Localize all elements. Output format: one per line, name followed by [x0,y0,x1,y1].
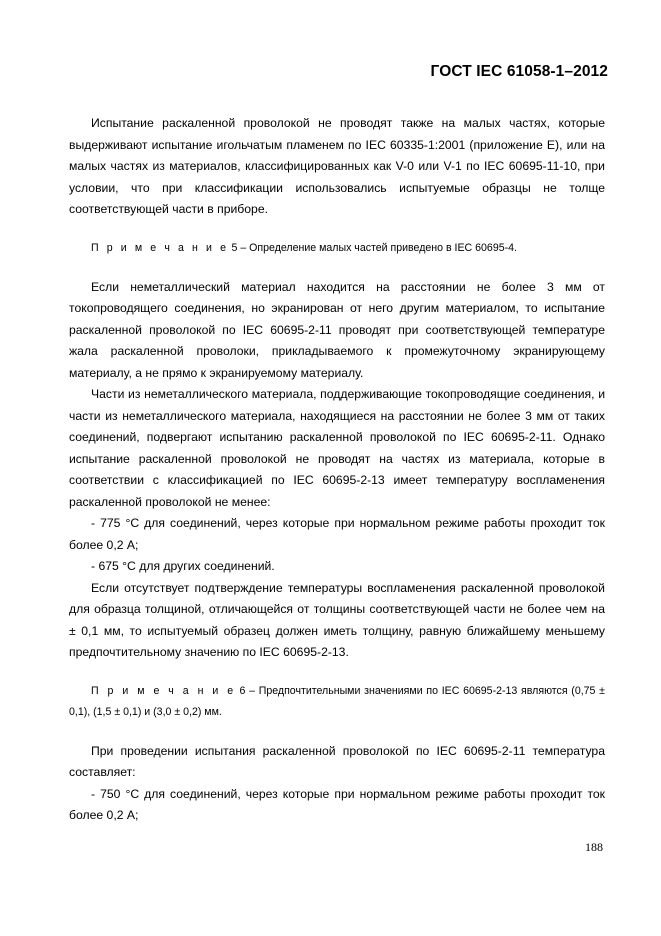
paragraph-shielded-material: Если неметаллический материал находится на расстоянии не более 3 мм от токопроводящего соединения, но экранирован от него другим материалом, то испытание раскаленной проволокой по IEC 60695-2-11 проводят при соответствующей температуре жала раскаленной проволоки, прикладываемого к промежуточному экранирующему материалу, а не прямо к экранируемому материалу. [69,279,605,380]
page-number: 188 [585,840,603,854]
note-6-label: П р и м е ч а н и е [91,684,236,697]
list-item-775: - 775 °С для соединений, через которые при нормальном режиме работы проходит ток более 0,2 А; [69,516,605,552]
note-5 [69,238,605,259]
note-6-text: 6 – Предпочтительными значениями по IEC 60695-2-13 являются (0,75 ± 0,1), (1,5 ± 0,1) и (3,0 ± 0,2) мм. [69,684,605,718]
list-item-750: - 750 °С для соединений, через которые при нормальном режиме работы проходит ток более 0,2 А; [69,786,605,822]
document-header: ГОСТ IEC 61058-1–2012 [430,63,608,80]
paragraph-glow-wire-exemption: Испытание раскаленной проволокой не проводят также на малых частях, которые выдерживают испытание игольчатым пламенем по IEC 60335-1:2001 (приложение Е), или на малых частях из материалов, классифицированных как V-0 или V-1 по IEC 60695-11-10, при условии, что при классификации использовались испытуемые образцы не толще соответствующей части в приборе. [69,116,605,216]
paragraph-parts-supporting-connections: Части из неметаллического материала, поддерживающие токопроводящие соединения, и части из неметаллического материала, находящиеся на расстоянии не более 3 мм от таких соединений, подвергают испытанию раскаленной проволокой по IEC 60695-2-11. Однако испытание раскаленной проволокой не проводят на частях из материала, которые в соответствии с классификацией по IEC 60695-2-13 имеет температуру воспламенения раскаленной проволокой не менее: [69,387,605,509]
paragraph-test-temperature: При проведении испытания раскаленной проволокой по IEC 60695-2-11 температура составляет: [69,743,605,779]
note-6 [69,681,605,723]
note-5-label: П р и м е ч а н и е [91,241,229,254]
note-5-text: 5 – Определение малых частей приведено в IEC 60695-4. [228,241,517,254]
paragraph-sample-thickness: Если отсутствует подтверждение температуры воспламенения раскаленной проволокой для образца толщиной, отличающейся от толщины соответствующей части не более чем на ± 0,1 мм, то испытуемый образец должен иметь толщину, равную ближайшему меньшему предпочтительному значению по IEC 60695-2-13. [69,580,605,659]
list-item-675: - 675 °С для других соединений. [91,559,275,573]
page-body [69,113,605,827]
